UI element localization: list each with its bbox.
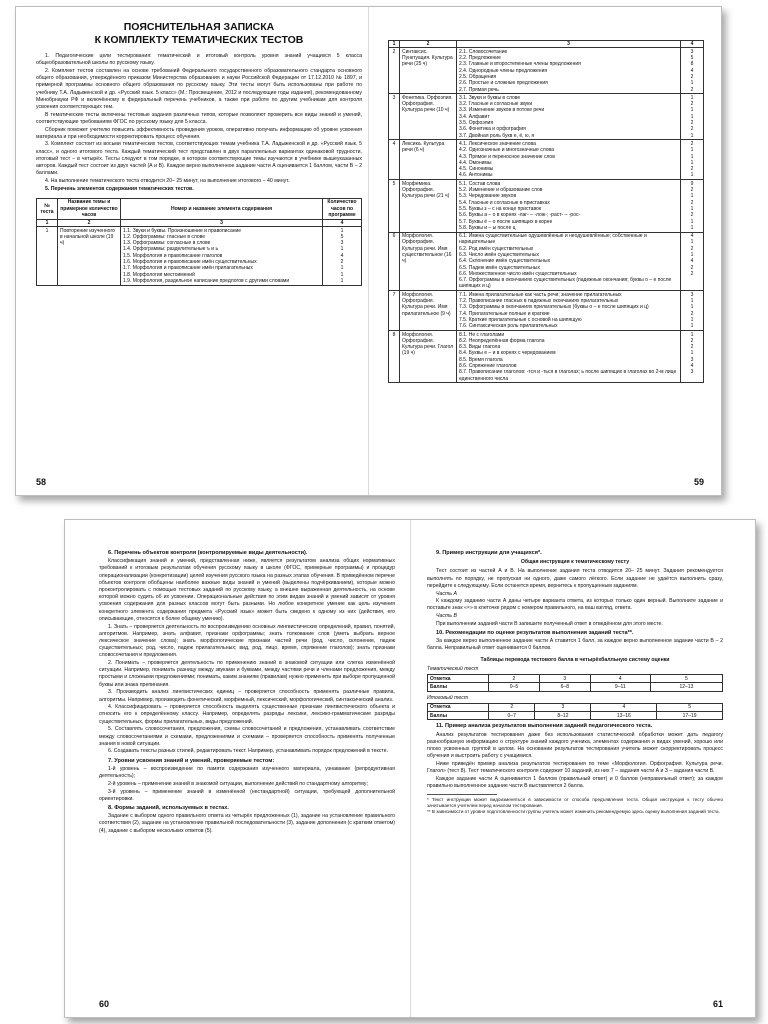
content-item: 4.3. Прямое и переносное значение слов xyxy=(459,153,555,160)
content-item: 8.6. Спряжение глаголов xyxy=(459,363,517,370)
row-label: Баллы xyxy=(428,683,489,691)
paragraph: 6. Создавать тексты разных стилей, редактировать текст. Например, устанавливать порядок предложений в тексте. xyxy=(108,748,389,755)
topic-cell: Повторение изученного в начальной школе (19 ч) xyxy=(58,227,121,286)
column-number: 3 xyxy=(457,41,681,48)
content-item: 2.6. Простые и сложные предложения xyxy=(459,80,548,87)
hours-value: 1 xyxy=(690,224,694,231)
hours-value: 1 xyxy=(690,80,694,87)
paragraph: В тематические тесты включены тестовые задания различных типов, которые позволяют проверить все виды знаний и умений, соответствующие требованиям ФГОС по русскому языку для 5 класса. xyxy=(36,111,362,125)
hours-value: 2 xyxy=(690,101,694,108)
hours-value: 4 xyxy=(690,233,694,240)
table-row xyxy=(389,94,704,140)
hours-value: 1 xyxy=(690,218,694,225)
hours-cell xyxy=(681,331,704,383)
hours-value: 1 xyxy=(690,298,694,305)
content-item: 6.7. Орфограммы в окончаниях существительных (падежные окончания; буквы о – е после шипящих и ц) xyxy=(459,277,672,290)
mark-cell: 5 xyxy=(657,703,723,711)
paragraph: Задание с выбором одного правильного ответа из четырёх предложенных (1), задание на установление правильного соответствия (2), задание на установление правильной последовательности (3), задание дополнения (с кратким ответом) (4), задание с выбором нескольких ответов (5). xyxy=(99,813,395,834)
part-a-label: Часть А xyxy=(436,590,457,597)
paragraph: 1. Знать – проверяется деятельность по воспроизведению основных лингвистических определений, правил, понятий, алгоритмов. Например, знать алфавит, признаки орфограммы; знать толкование слов (уметь выбрать верное лексическое значение слова); знать морфологические признаки частей речи (род, число, склонение, падеж существительных; род, число, падеж прилагательных; вид, род, лицо, время, спряжение глаголов); знать признаки словосочетания и предложения. xyxy=(99,623,395,659)
content-item: 3.4. Алфавит xyxy=(459,113,490,120)
test-number: 2 xyxy=(389,48,400,94)
hours-value: 2 xyxy=(690,245,694,252)
hours-value: 2 xyxy=(690,270,694,277)
thematic-score-table xyxy=(427,674,723,692)
title-line-1: ПОЯСНИТЕЛЬНАЯ ЗАПИСКА xyxy=(123,21,275,33)
hours-value: 4 xyxy=(340,252,344,259)
hours-cell xyxy=(681,180,704,232)
table-row xyxy=(389,232,704,291)
hours-value: 3 xyxy=(690,356,694,363)
spine-divider xyxy=(410,520,411,1017)
content-item: 3.6. Фонетика и орфография xyxy=(459,126,526,133)
test-number: 6 xyxy=(389,232,400,291)
paragraph: Классификация знаний и умений, представленная ниже, является результатом анализа общих нормативных требований к итоговым результатам обучения русскому языку в школе (ФГОС, примерные программы) и процедур операционализации (конкретизации) целей изучения русского языка на разных этапах обучения. В приведённом перечне объектов контроля обобщены наиболее важные виды знаний и умений (выделены подчёркиванием), которые можно проконтролировать с помощью тестовых заданий по русскому языку, а внешне выраженная деятельность, на основе которой можно судить об их усвоении. Операциональные действия по этим видам знаний и умений зависят от уровня усвоения содержания для разных классов могут быть разными. Но любое конкретное умение как цель изучения конкретного элемента содержания предмета «Русский язык» может быть сведено к одному из них (действия, его описывающие, относятся к более общему умению). xyxy=(99,558,395,622)
table-row xyxy=(428,703,723,711)
section-7-heading: 7. Уровни усвоения знаний и умений, проверяемые тестом: xyxy=(108,757,275,764)
points-cell: 17–19 xyxy=(657,712,723,720)
book-spread-pages-60-61 xyxy=(64,519,756,1018)
page-number: 60 xyxy=(99,999,110,1009)
test-number: 3 xyxy=(389,94,400,140)
hours-value: 1 xyxy=(690,113,694,120)
column-number: 4 xyxy=(681,41,704,48)
table-row xyxy=(428,675,723,683)
content-item: 3.7. Двойная роль букв е, ё, ю, я xyxy=(459,132,535,139)
content-item: 2.2. Предложение xyxy=(459,55,501,62)
hours-value: 4 xyxy=(690,363,694,370)
section-8-heading: 8. Формы заданий, используемых в тестах. xyxy=(108,804,229,811)
hours-cell xyxy=(681,232,704,291)
topic-cell: Фонетика. Орфоэпия. Орфография. Культура речи (10 ч) xyxy=(400,94,457,140)
hours-value: 2 xyxy=(690,86,694,93)
section-6-heading: 6. Перечень объектов контроля (контролируемые виды деятельности). xyxy=(108,550,308,556)
content-item: 4.6. Антонимы xyxy=(459,172,493,179)
paragraph: 4. Классифицировать – проверяется способность выделять существенные признаки лингвистического объекта и относить его к определённому классу. Например, определять разряды лексики, лексико-грамматические разряды существительных, формы прилагательных, виды предложений. xyxy=(99,704,395,725)
content-item: 5.2. Изменение и образование слов xyxy=(459,187,543,194)
table-row xyxy=(389,140,704,180)
table-header: № теста xyxy=(37,198,58,219)
hours-value: 1 xyxy=(340,227,344,234)
table-row xyxy=(389,291,704,331)
hours-value: 1 xyxy=(340,265,344,272)
paragraph: К каждому заданию части А даны четыре варианта ответа, из которых только один верный. Выполните задание и поставьте знак «×» в клеточке рядом с номером правильного, на ваш взгляд, ответа. xyxy=(427,598,723,612)
content-item: 2.1. Словосочетание xyxy=(459,48,508,55)
mark-cell: 3 xyxy=(535,703,591,711)
content-item: 3.3. Изменение звуков в потоке речи xyxy=(459,107,545,114)
mark-cell: 2 xyxy=(489,675,540,683)
hours-value: 1 xyxy=(690,153,694,160)
content-item: 2.5. Обращения xyxy=(459,73,497,80)
content-item: 6.6. Множественное число имён существительных xyxy=(459,270,577,277)
mark-cell: 2 xyxy=(489,703,535,711)
content-item: 5.3. Чередование звуков xyxy=(459,193,517,200)
paragraph: Ниже приведён пример анализа результатов тестирования по теме «Морфология. Орфография. Культура речи. Глагол» (тест 8). Тест тематического контроля содержит 10 заданий, из них 7 – задания части А и 3 – задания части В. xyxy=(427,760,723,775)
paragraph: При выполнении заданий части В запишите полученный ответ в отведённом для этого месте. xyxy=(436,620,663,627)
items-cell xyxy=(457,232,681,291)
content-item: 1.6. Морфология и правописание имён существительных xyxy=(123,259,257,266)
table-row xyxy=(37,227,362,286)
page-number: 61 xyxy=(712,999,723,1009)
hours-value: 3 xyxy=(690,291,694,298)
hours-value: 1 xyxy=(690,159,694,166)
hours-cell xyxy=(681,48,704,94)
page-59 xyxy=(388,7,704,495)
content-elements-table xyxy=(36,198,362,286)
table-header: Номер и название элемента содержания xyxy=(121,198,323,219)
level-item: 2-й уровень – применение знаний в знакомой ситуации, выполнение действий по стандартному алгоритму; xyxy=(108,780,368,787)
content-item: 1.9. Морфология, раздельное написание предлогов с другими словами xyxy=(123,277,290,284)
table-row xyxy=(389,48,704,94)
content-item: 8.5. Время глагола xyxy=(459,356,503,363)
page-60 xyxy=(99,520,395,1017)
topic-cell: Лексика. Культура речи (6 ч) xyxy=(400,140,457,180)
content-item: 8.4. Буквы е – и в корнях с чередованием xyxy=(459,350,556,357)
content-item: 4.1. Лексическое значение слова xyxy=(459,140,536,147)
mark-cell: 4 xyxy=(590,675,650,683)
column-number: 1 xyxy=(389,41,400,48)
hours-value: 3 xyxy=(690,48,694,55)
items-cell xyxy=(121,227,323,286)
hours-value: 5 xyxy=(340,233,344,240)
content-item: 2.3. Главные и второстепенные члены предложения xyxy=(459,61,581,68)
content-item: 1.4. Орфограммы: разделительные ъ и ь xyxy=(123,246,219,253)
mark-cell: 5 xyxy=(650,675,722,683)
hours-value: 1 xyxy=(690,331,694,338)
hours-value: 2 xyxy=(690,120,694,127)
content-item: 3.2. Гласные и согласные звуки xyxy=(459,101,533,108)
paragraph: 3. Производить анализ лингвистических единиц – проверяется способность применять различные правила, алгоритмы. Например, производить фонетический, морфемный, лексический, морфологический, синтаксический анализ. xyxy=(99,689,395,703)
content-item: 7.4. Прилагательные полные и краткие xyxy=(459,310,550,317)
mark-cell: 4 xyxy=(591,703,657,711)
paragraph: 1. Педагогические цели тестирования: тематический и итоговый контроль уровня знаний учащихся 5 класса общеобразовательной школы по русскому языку. xyxy=(36,53,362,67)
hours-value: 2 xyxy=(690,310,694,317)
hours-value: 1 xyxy=(690,147,694,154)
page-61-text xyxy=(427,550,723,815)
hours-value: 2 xyxy=(690,73,694,80)
conversion-tables-title: Таблицы перевода тестового балла в четырёхбалльную систему оценки xyxy=(480,656,670,663)
test-number: 7 xyxy=(389,291,400,331)
row-label: Баллы xyxy=(428,712,489,720)
test-number: 1 xyxy=(37,227,58,286)
content-item: 7.6. Синтаксическая роль прилагательных xyxy=(459,323,558,330)
content-item: 5.7. Буквы ё – о после шипящих в корне xyxy=(459,218,553,225)
points-cell: 13–16 xyxy=(591,712,657,720)
column-number: 4 xyxy=(323,219,362,226)
content-elements-table-continued xyxy=(388,40,704,383)
column-number: 2 xyxy=(58,219,121,226)
hours-value: 3 xyxy=(340,240,344,247)
hours-cell xyxy=(681,140,704,180)
hours-value: 2 xyxy=(340,259,344,266)
content-item: 1.3. Орфограммы: согласные в слове xyxy=(123,240,211,247)
content-item: 4.5. Синонимы xyxy=(459,166,494,173)
items-cell xyxy=(457,94,681,140)
paragraph: Тест состоит из частей А и В. На выполнение задания теста отводится 20– 25 минут. Задания рекомендуется выполнять по порядку, не пропуская ни одного, даже самого лёгкого. Если задание не удаётся выполнить сразу, перейдите к следующему. Если останется время, вернитесь к пропущенным заданиям. xyxy=(427,568,723,589)
hours-value: 2 xyxy=(690,212,694,219)
content-item: 5.8. Буквы и – ы после ц xyxy=(459,224,516,231)
column-number: 3 xyxy=(121,219,323,226)
section-10-heading: 10. Рекомендации по оценке результатов выполнения заданий теста**. xyxy=(436,630,634,637)
hours-value: 1 xyxy=(340,277,344,284)
hours-value: 1 xyxy=(690,316,694,323)
row-label: Отметка xyxy=(428,675,489,683)
hours-value: 1 xyxy=(690,94,694,101)
footnote: ** В зависимости от уровня подготовленности группы учитель может изменить рекомендуемую здесь оценку выполнения заданий теста. xyxy=(427,809,720,815)
spine-divider xyxy=(368,7,369,495)
items-cell xyxy=(457,331,681,383)
content-item: 3.1. Звуки и буквы в слове xyxy=(459,94,521,101)
title-line-2: К КОМПЛЕКТУ ТЕМАТИЧЕСКИХ ТЕСТОВ xyxy=(94,34,304,46)
content-item: 8.7. Правописание глаголов: -тся и -ться в глаголах; ь после шипящих в глаголах во 2-м лице единственного числа xyxy=(459,369,677,382)
hours-value: 1 xyxy=(690,107,694,114)
items-cell xyxy=(457,140,681,180)
paragraph: 5. Составлять словосочетания, предложения, схемы словосочетаний и предложения, устанавливать соответствие между словосочетаниями и схемами, предложениями и схемами – проверяется способность применять полученные знания в новой ситуации. xyxy=(99,726,395,747)
hours-value: 2 xyxy=(690,140,694,147)
content-item: 1.5. Морфология и правописание глаголов xyxy=(123,252,223,259)
table-header: Название темы и примерное количество часов xyxy=(58,198,121,219)
table-row xyxy=(389,180,704,232)
hours-value: 1 xyxy=(690,172,694,179)
footnote-rule xyxy=(427,794,497,795)
points-cell: 9–11 xyxy=(590,683,650,691)
hours-value: 1 xyxy=(340,271,344,278)
hours-cell xyxy=(681,291,704,331)
hours-value: 4 xyxy=(690,67,694,74)
instruction-subtitle: Общая инструкция к тематическому тесту xyxy=(520,559,630,566)
thematic-test-label: Тематический тест xyxy=(427,665,479,672)
topic-cell: Морфология. Орфография. Культура речи. Имя существительное (16 ч) xyxy=(400,232,457,291)
topic-cell: Морфология. Орфография. Культура речи. Глагол (19 ч) xyxy=(400,331,457,383)
items-cell xyxy=(457,48,681,94)
test-number: 4 xyxy=(389,140,400,180)
intro-text xyxy=(36,53,362,193)
paragraph: За каждое верно выполненное задание части А ставится 1 балл, за каждое верно выполненное задание части В – 2 балла. Неправильный ответ оценивается 0 баллов. xyxy=(427,638,723,652)
test-number: 8 xyxy=(389,331,400,383)
level-item: 1-й уровень – воспроизведение по памяти содержания изученного материала, узнавание (репродуктивная деятельность); xyxy=(99,765,395,780)
hours-value: 4 xyxy=(690,258,694,265)
content-item: 7.3. Орфограммы в окончаниях прилагательных (буквы о – е после шипящих и ц) xyxy=(459,304,649,311)
final-test-label: Итоговый тест xyxy=(427,694,469,701)
hours-value: 2 xyxy=(690,199,694,206)
hours-value: 1 xyxy=(690,252,694,258)
points-cell: 0–5 xyxy=(489,683,540,691)
page-number: 58 xyxy=(36,477,47,487)
hours-value: 2 xyxy=(690,166,694,173)
content-item: 2.4. Однородные члены предложения xyxy=(459,67,548,74)
content-item: 1.7. Морфология и правописание имён прилагательных xyxy=(123,265,253,272)
topic-cell: Синтаксис. Пунктуация. Культура речи (25 ч) xyxy=(400,48,457,94)
hours-value: 2 xyxy=(690,264,694,271)
paragraph: Каждое задание части А оценивается 1 баллом (правильный ответ) и 0 баллов (неправильный ответ); за каждое правильно выполненное задание части В выставляется 2 балла. xyxy=(427,775,723,790)
section-5-heading: 5. Перечень элементов содержания тематических тестов. xyxy=(45,185,194,192)
content-item: 3.5. Орфоэпия xyxy=(459,120,494,127)
column-number: 2 xyxy=(400,41,457,48)
mark-cell: 3 xyxy=(539,675,590,683)
hours-value: 1 xyxy=(690,193,694,200)
section-11-heading: 11. Пример анализа результатов выполнения заданий педагогического теста. xyxy=(436,723,653,730)
content-item: 8.1. Не с глаголами xyxy=(459,331,505,338)
hours-cell xyxy=(323,227,362,286)
content-item: 1.2. Орфограммы: гласные в слове xyxy=(123,233,206,240)
hours-value: 2 xyxy=(690,126,694,133)
hours-value: 1 xyxy=(690,323,694,330)
items-cell xyxy=(457,180,681,232)
content-item: 7.1. Имена прилагательные как часть речи; значение прилагательных xyxy=(459,291,622,298)
content-item: 6.3. Число имён существительных xyxy=(459,252,539,258)
paragraph: 3. Комплект состоит из восьми тематических тестов, соответствующих темам учебника Т.А. Ладыженской и др. «Русский язык. 5 класс», и одного итогового теста. Каждый тематический тест представлен в двух параллельных вариантах одинаковой трудности, итоговый тест – в четырёх. Тесты следуют в том порядке, в котором соответствующие темы изучаются в учебнике вышеуказанных авторов. Каждый тест состоит из двух частей (А и В). Каждое верно выполненное задание части А оценивается 1 баллом, части В – 2 баллами. xyxy=(36,141,362,177)
final-score-table xyxy=(427,703,723,721)
page-58 xyxy=(36,7,362,495)
content-item: 1.8. Морфология местоимений xyxy=(123,271,195,278)
hours-value: 1 xyxy=(690,304,694,311)
content-item: 7.2. Правописание гласных в падежных окончаниях прилагательных xyxy=(459,298,619,305)
row-label: Отметка xyxy=(428,703,489,711)
hours-cell xyxy=(681,94,704,140)
hours-value: 1 xyxy=(690,205,694,212)
paragraph: Анализ результатов тестирования даже без использования статистической обработки может дать педагогу разнообразную информацию о структуре знаний каждого ученика, элементах содержания и видах умений, хорошо или плохо усвоенных группой в целом. На основании результатов тестирования учитель может скорректировать процесс обучения и выстроить работу с учащимися. xyxy=(427,731,723,760)
page-60-text xyxy=(99,550,395,835)
content-item: 4.4. Омонимы xyxy=(459,159,492,166)
hours-value: 9 xyxy=(690,180,694,187)
book-spread-pages-58-59 xyxy=(15,6,722,496)
hours-value: 1 xyxy=(340,246,344,253)
table-header: Количество часов по программе xyxy=(323,198,362,219)
content-item: 2.7. Прямая речь xyxy=(459,86,499,93)
content-item: 5.4. Гласные и согласные в приставках xyxy=(459,199,550,206)
points-cell: 8–12 xyxy=(535,712,591,720)
page-number: 59 xyxy=(693,477,704,487)
points-cell: 12–13 xyxy=(650,683,722,691)
content-item: 5.6. Буквы а – о в корнях -лаг- – -лож-; -раст- – -рос- xyxy=(459,212,581,219)
page-61 xyxy=(427,520,723,1017)
points-cell: 6–8 xyxy=(539,683,590,691)
paragraph: Сборник поможет учителю повысить эффективность проведения уроков, оперативно получать информацию об уровне усвоения материала и при необходимости корректировать процесс обучения. xyxy=(36,126,362,140)
content-item: 5.1. Состав слова xyxy=(459,180,501,187)
column-number: 1 xyxy=(37,219,58,226)
paragraph: 2. Понимать – проверяется деятельность по применению знаний в знакомой ситуации или слегка изменённой ситуации. Например, понимать разницу между звуками и буквами, между частями речи и членами предложения, между простыми и сложными предложениями; понимать, каким знаниям (правилам) нужно применить при выборе пропущенной буквы или знака препинания. xyxy=(99,660,395,688)
table-row xyxy=(428,712,723,720)
topic-cell: Морфология. Орфография. Культура речи. Имя прилагательное (9 ч) xyxy=(400,291,457,331)
content-item: 6.1. Имена существительные одушевлённые и неодушевлённые; собственные и нарицательные xyxy=(459,233,647,246)
hours-value: 5 xyxy=(690,55,694,62)
table-row xyxy=(428,683,723,691)
hours-value: 3 xyxy=(690,369,694,376)
points-cell: 0–7 xyxy=(489,712,535,720)
content-item: 7.5. Краткие прилагательные с основой на шипящую xyxy=(459,316,582,323)
table-row xyxy=(389,331,704,383)
paragraph: 2. Комплект тестов составлен на основе требований Федерального государственного образовательного стандарта основного общего образования, утверждённого приказом Министерства образования и науки Российской Федерации от 17.12.2010 № 1897, и примерной программы основного общего образования по русскому языку. Эти тесты могут быть использованы при работе по учебнику Т.А. Ладыженской и др. «Русский язык. 5 класс» (М.: Просвещение, 2012 и последующие годы издания), рекомендованному Минобрнауки РФ и включённому в федеральный перечень учебников, а также при работе по другим учебникам для контроля усвоения соответствующих тем. xyxy=(36,67,362,110)
content-item: 1.1. Звуки и буквы. Произношение и правописание xyxy=(123,227,242,234)
test-number: 5 xyxy=(389,180,400,232)
hours-value: 8 xyxy=(690,61,694,68)
content-item: 6.5. Падеж имён существительных xyxy=(459,264,540,271)
hours-value: 1 xyxy=(690,350,694,357)
content-item: 5.5. Буквы з – с на конце приставок xyxy=(459,205,542,212)
hours-value: 2 xyxy=(690,344,694,351)
content-item: 8.3. Виды глагола xyxy=(459,344,501,351)
hours-value: 1 xyxy=(690,239,694,246)
hours-value: 1 xyxy=(690,132,694,139)
items-cell xyxy=(457,291,681,331)
content-item: 8.2. Неопределённая форма глагола xyxy=(459,337,545,344)
content-item: 4.2. Однозначные и многозначные слова xyxy=(459,147,554,154)
level-item: 3-й уровень – применение знаний в изменённой (нестандартной) ситуации, требующей дополнительной ориентировки. xyxy=(99,788,395,802)
content-item: 6.4. Склонение имён существительных xyxy=(459,258,551,265)
footnote: * Текст инструкции может видоизменяться в зависимости от способа предъявления теста. Общая инструкция к тесту обычно зачитывается учителем перед началом тестирования. xyxy=(427,797,723,809)
topic-cell: Морфемика. Орфография. Культура речи (21 ч) xyxy=(400,180,457,232)
section-9-heading: 9. Пример инструкции для учащихся*. xyxy=(436,550,542,556)
paragraph: 4. На выполнение тематического теста отводится 20– 25 минут, на выполнение итогового – 40 минут. xyxy=(45,177,290,184)
content-item: 6.2. Род имён существительных xyxy=(459,245,534,252)
hours-value: 2 xyxy=(690,337,694,344)
hours-value: 2 xyxy=(690,187,694,194)
part-b-label: Часть В xyxy=(436,613,457,620)
